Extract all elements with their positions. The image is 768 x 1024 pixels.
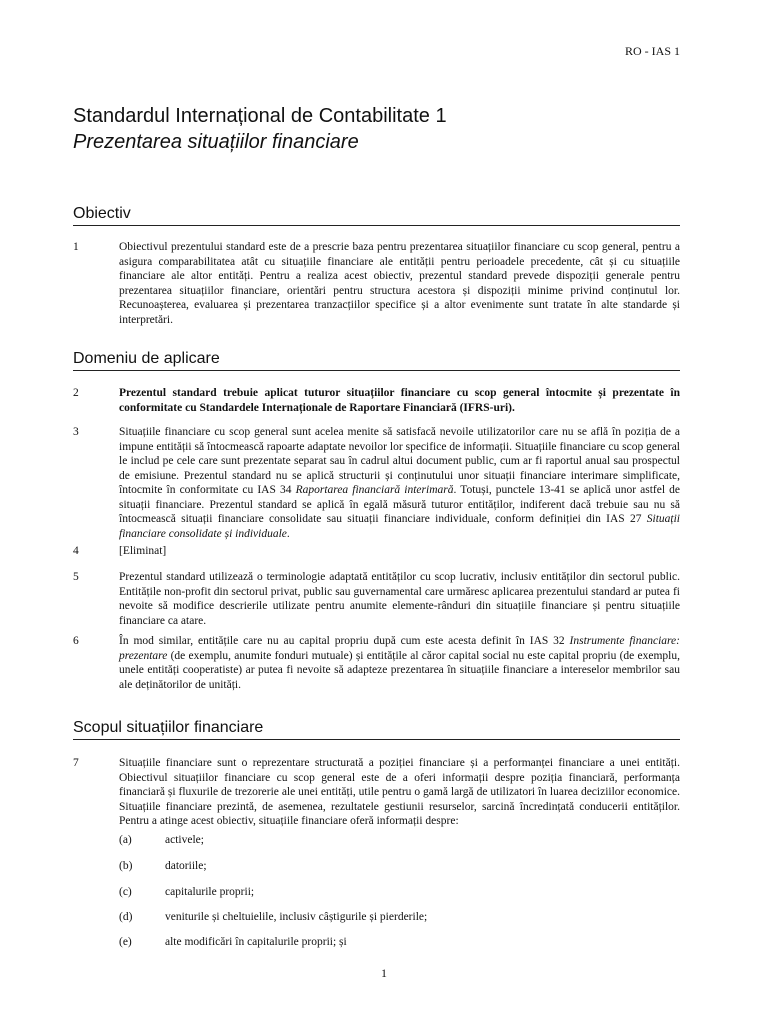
list-text: veniturile și cheltuielile, inclusiv câștigurile și pierderile; xyxy=(165,911,428,923)
text-run: Situațiile financiare cu scop general sunt acelea menite să satisfacă nevoile utilizatorilor care nu se află în poziția de a impune entității să întocmească rapoarte adaptate nevoilor lor specifice de informații. Situațiile financiare cu scop general le includ pe cele care sunt prezentate separat sau în cadrul altui document public, cum ar fi raportul anual sau prospectul de emisiune. Prezentul standard nu se aplică structurii și conținutului unor situații financiare interimare simplificate, întocmite în conformitate cu IAS 34 xyxy=(119,426,680,496)
page-number: 1 xyxy=(381,966,387,980)
paragraph-number: 6 xyxy=(73,635,79,647)
paragraph-text xyxy=(119,425,680,541)
paragraph-text: Situațiile financiare sunt o reprezentare structurată a poziției financiare și a performanței financiare a unei entități. Obiectivul situațiilor financiare cu scop general este de a oferi informații despre poziția financiară, performanța financiară și fluxurile de trezorerie ale unei entități, utile pentru o gamă largă de utilizatori în luarea deciziilor economice. Situațiile financiare prezintă, de asemenea, rezultatele gestiunii resurselor, sarcină încredințată conducerii entităților. Pentru a atinge acest obiectiv, situațiile financiare oferă informații despre: xyxy=(119,757,680,827)
paragraph-text: Prezentul standard trebuie aplicat tuturor situațiilor financiare cu scop general întocmite și prezentate în conformitate cu Standardele Internaționale de Raportare Financiară (IFRS-uri). xyxy=(119,387,680,414)
text-run-italic: Situații financiare consolidate și individuale xyxy=(119,513,680,540)
text-run-italic: Instrumente financiare: prezentare xyxy=(119,635,680,662)
paragraph-number: 4 xyxy=(73,545,79,557)
page-subtitle: Prezentarea situațiilor financiare xyxy=(73,131,359,153)
list-text: alte modificări în capitalurile proprii; și xyxy=(165,936,347,948)
list-text: activele; xyxy=(165,834,204,846)
paragraph-text: Prezentul standard utilizează o terminologie adaptată entităților cu scop lucrativ, inclusiv entităților din sectorul public. Entitățile non-profit din sectorul privat, public sau guvernamental care urmăresc aplicarea prezentului standard ar putea fi nevoite să modifice descrierile utilizate pentru anumite elemente-rânduri din situațiile financiare și pentru situațiile financiare ca atare. xyxy=(119,571,680,627)
paragraph-text: Obiectivul prezentului standard este de a prescrie baza pentru prezentarea situațiilor financiare cu scop general, pentru a asigura comparabilitatea atât cu situațiile financiare ale entității pentru perioadele precedente, cât și cu situațiile financiare ale altor entități. Pentru a realiza acest obiectiv, prezentul standard prevede dispoziții generale pentru prezentarea situațiilor financiare, orientări pentru structura acestora și dispoziții minime privind conținutul lor. Recunoașterea, evaluarea și prezentarea tranzacțiilor specifice și a altor evenimente sunt tratate în alte standarde și interpretări. xyxy=(119,241,680,326)
section-heading-purpose: Scopul situațiilor financiare xyxy=(73,718,680,740)
paragraph-text xyxy=(119,634,680,692)
text-run: (de exemplu, anumite fonduri mutuale) și entitățile al căror capital social nu este capital propriu (de exemplu, unele entități cooperatiste) ar putea fi nevoite să adapteze prezentarea în situațiile financiare a intereselor membrilor sau ale deținătorilor de unități. xyxy=(119,649,680,691)
section-heading-scope: Domeniu de aplicare xyxy=(73,349,680,371)
section-heading-objective: Obiectiv xyxy=(73,204,680,226)
paragraph-number: 3 xyxy=(73,426,79,438)
title-block xyxy=(73,103,447,155)
text-run: În mod similar, entitățile care nu au capital propriu după cum este acesta definit în IAS 32 xyxy=(119,635,570,647)
list-label: (b) xyxy=(119,860,133,872)
text-run: . xyxy=(286,527,290,540)
text-run-italic: Raportarea financiară interimară xyxy=(295,484,454,496)
paragraph-number: 1 xyxy=(73,241,79,253)
paragraph-text: [Eliminat] xyxy=(119,545,167,557)
header-reference: RO - IAS 1 xyxy=(624,44,680,58)
paragraph-number: 5 xyxy=(73,571,79,583)
list-label: (a) xyxy=(119,834,132,846)
list-text: datoriile; xyxy=(165,860,207,872)
list-text: capitalurile proprii; xyxy=(165,886,255,898)
paragraph-number: 2 xyxy=(73,387,79,399)
list-label: (e) xyxy=(119,936,132,948)
list-label: (c) xyxy=(119,886,132,898)
paragraph-number: 7 xyxy=(73,757,79,769)
list-label: (d) xyxy=(119,911,133,923)
page-title: Standardul Internațional de Contabilitate 1 xyxy=(73,105,447,127)
text-run: . Totuși, punctele 13-41 se aplică unor astfel de situații financiare. Prezentul standard se aplică în egală măsură tuturor entităților, indiferent dacă trebuie sau nu să întocmească situații financiare consolidate sau situații financiare individuale, conform definiției din IAS 27 xyxy=(119,484,681,525)
